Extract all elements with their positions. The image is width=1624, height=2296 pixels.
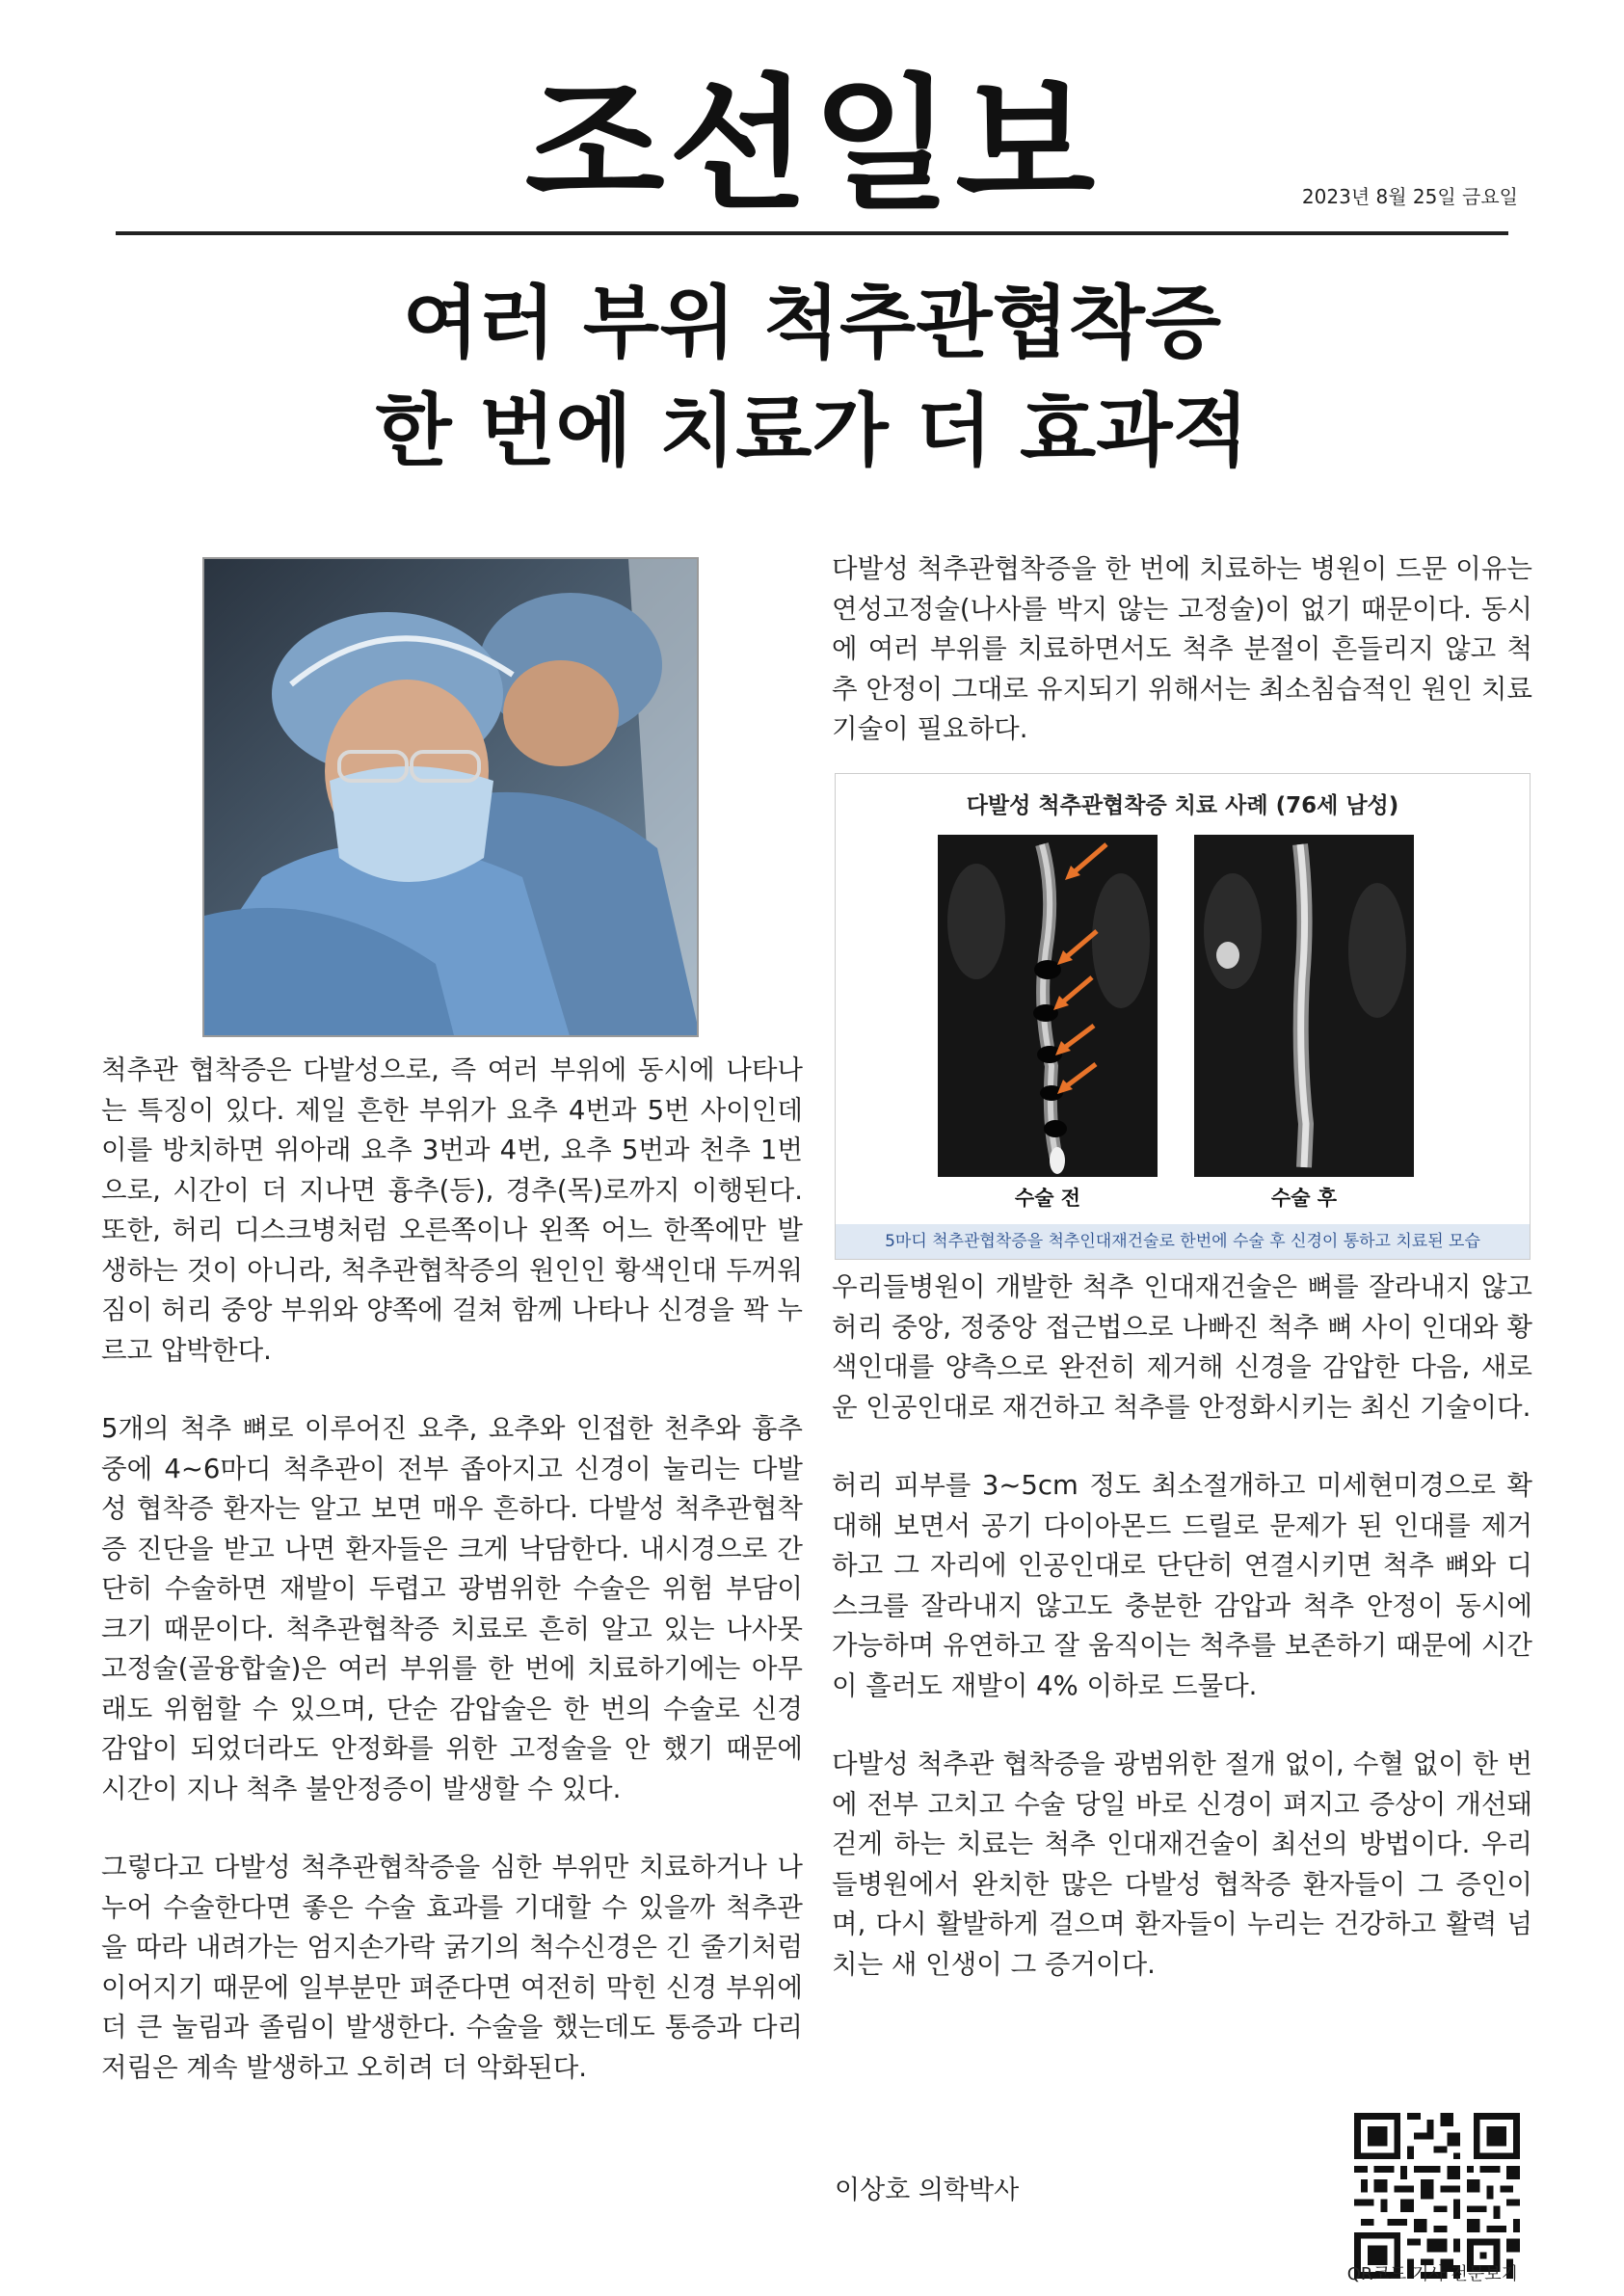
- right-column-intro: [832, 549, 1532, 788]
- left-paragraph-3: 그렇다고 다발성 척추관협착증을 심한 부위만 치료하거나 나누어 수술한다면 좋은 수술 효과를 기대할 수 있을까 척추관을 따라 내려가는 엄지손가락 굵기의 척수신경은 긴 줄기처럼 이어지기 때문에 일부분만 펴준다면 여전히 막힌 신경 부위에 더 큰 눌림과 졸림이 발생한다. 수술을 했는데도 통증과 다리 저림은 계속 발생하고 오히려 더 악화된다.: [101, 1852, 803, 2083]
- mri-before-image: [938, 835, 1158, 1177]
- left-paragraph-1: 척추관 협착증은 다발성으로, 즉 여러 부위에 동시에 나타나는 특징이 있다. 제일 흔한 부위가 요추 4번과 5번 사이인데 이를 방치하면 위아래 요추 3번과 4번, 요추 5번과 천추 1번으로, 시간이 더 지나면 흉추(등), 경추(목)로까지 이행된다. 또한, 허리 디스크병처럼 오른쪽이나 왼쪽 어느 한쪽에만 발생하는 것이 아니라, 척추관협착증의 원인인 황색인대 두꺼워짐이 허리 중앙 부위와 양쪽에 걸쳐 함께 나타나 신경을 꽉 누르고 압박한다.: [101, 1055, 803, 1366]
- arrow-4: [1055, 1026, 1094, 1055]
- figure-caption: 5마디 척추관협착증을 척추인대재건술로 한번에 수술 후 신경이 통하고 치료된 모습: [836, 1224, 1530, 1259]
- qr-label: QR코드 기사 전문보기: [1346, 2264, 1518, 2284]
- right-column-body: [832, 1268, 1532, 2023]
- label-before-surgery: 수술 전: [1014, 1187, 1081, 1210]
- masthead-divider: [116, 231, 1508, 235]
- right-paragraph-2: 허리 피부를 3~5cm 정도 최소절개하고 미세현미경으로 확대해 보면서 공기 다이아몬드 드릴로 문제가 된 인대를 제거하고 그 자리에 인공인대로 단단히 연결시키면 척추 뼈와 디스크를 잘라내지 않고도 충분한 감압과 척추 안정이 동시에 가능하며 유연하고 잘 움직이는 척추를 보존하기 때문에 시간이 흘러도 재발이 4% 이하로 드물다.: [832, 1470, 1532, 1701]
- masthead-title: 조선일보: [524, 60, 1100, 229]
- mri-figure: [835, 773, 1531, 1260]
- arrow-marks: [938, 835, 1158, 1177]
- headline: [0, 270, 1624, 486]
- arrow-5: [1057, 1064, 1096, 1094]
- label-after-surgery: 수술 후: [1270, 1187, 1338, 1210]
- right-intro-paragraph: 다발성 척추관협착증을 한 번에 치료하는 병원이 드문 이유는 연성고정술(나사를 박지 않는 고정술)이 없기 때문이다. 동시에 여러 부위를 치료하면서도 척추 분절이 흔들리지 않고 척추 안정이 그대로 유지되기 위해서는 최소침습적인 원인 치료기술이 필요하다.: [832, 553, 1532, 744]
- arrow-3: [1053, 977, 1092, 1010]
- right-paragraph-1: 우리들병원이 개발한 척추 인대재건술은 뼈를 잘라내지 않고 허리 중앙, 정중앙 접근법으로 나빠진 척추 뼈 사이 인대와 황색인대를 양측으로 완전히 제거해 신경을 감압한 다음, 새로운 인공인대로 재건하고 척추를 안정화시키는 최신 기술이다.: [832, 1271, 1532, 1423]
- publish-date: 2023년 8월 25일 금요일: [1301, 185, 1518, 208]
- figure-title: 다발성 척추관협착증 치료 사례 (76세 남성): [966, 793, 1399, 818]
- left-paragraph-2: 5개의 척추 뼈로 이루어진 요추, 요추와 인접한 천추와 흉추 중에 4~6마디 척추관이 전부 좁아지고 신경이 눌리는 다발성 협착증 환자는 알고 보면 매우 흔하다. 다발성 척추관협착증 진단을 받고 나면 환자들은 크게 낙담한다. 내시경으로 간단히 수술하면 재발이 두렵고 광범위한 수술은 위험 부담이 크기 때문이다. 척추관협착증 치료로 흔히 알고 있는 나사못 고정술(골융합술)은 여러 부위를 한 번에 치료하기에는 아무래도 위험할 수 있으며, 단순 감압술은 한 번의 수술로 신경 감압이 되었더라도 안정화를 위한 고정술을 안 했기 때문에 시간이 지나 척추 불안정증이 발생할 수 있다.: [101, 1413, 803, 1804]
- headline-line-2: 한 번에 치료가 더 효과적: [375, 386, 1249, 477]
- mri-after-image: [1194, 835, 1414, 1177]
- left-column: [101, 1051, 803, 2126]
- right-paragraph-3: 다발성 척추관 협착증을 광범위한 절개 없이, 수혈 없이 한 번에 전부 고치고 수술 당일 바로 신경이 펴지고 증상이 개선돼 걷게 하는 치료는 척추 인대재건술이 최선의 방법이다. 우리들병원에서 완치한 많은 다발성 협착증 환자들이 그 증인이며, 다시 활발하게 걸으며 환자들이 누리는 건강하고 활력 넘치는 새 인생이 그 증거이다.: [832, 1749, 1532, 1980]
- arrow-2: [1057, 931, 1097, 965]
- surgeon-photo: [202, 557, 699, 1037]
- qr-code[interactable]: [1354, 2113, 1520, 2279]
- headline-line-1: 여러 부위 척추관협착증: [402, 278, 1222, 369]
- byline-author: 이상호 의학박사: [835, 2176, 1020, 2205]
- arrow-1: [1065, 844, 1106, 880]
